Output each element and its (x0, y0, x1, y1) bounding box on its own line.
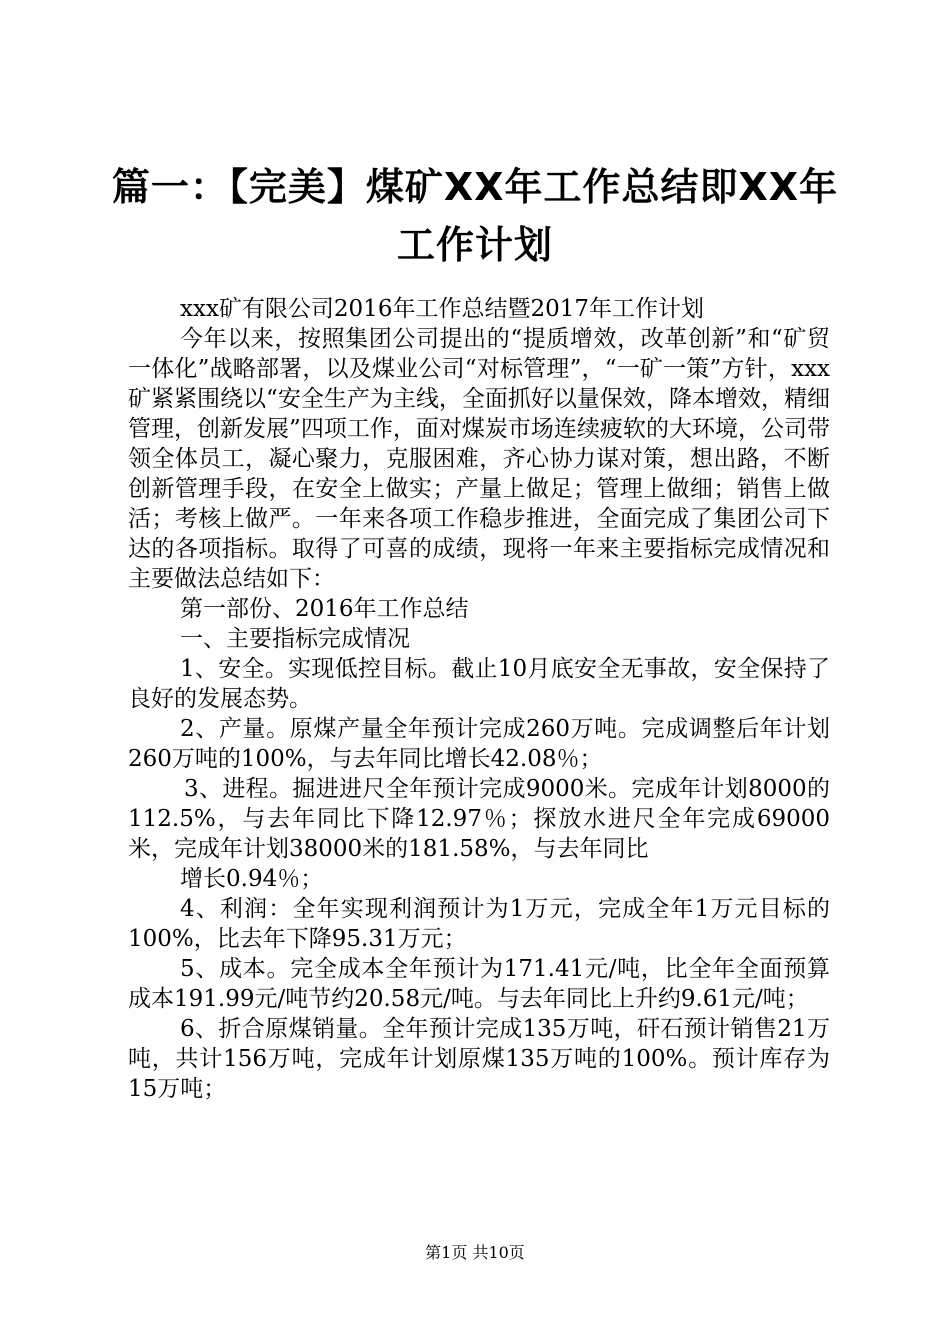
part-one-heading: 第一部份、2016年工作总结 (180, 596, 469, 622)
item-progress-continued: 增长0.94％； (180, 866, 324, 892)
section-heading: 一、主要指标完成情况 (180, 626, 410, 652)
item-cost: 5、成本。完全成本全年预计为171.41元/吨，比全年全面预算成本191.99元/吨节约20.58元/吨。与去年同比上升约9.61元/吨； (128, 956, 830, 1012)
report-heading-line: xxx矿有限公司2016年工作总结暨2017年工作计划 (180, 296, 704, 322)
intro-paragraph: 今年以来，按照集团公司提出的“提质增效，改革创新”和“矿贸一体化”战略部署，以及煤业公司“对标管理”，“一矿一策”方针，xxx矿紧紧围绕以“安全生产为主线，全面抓好以量保效，降本增效，精细管理，创新发展”四项工作，面对煤炭市场连续疲软的大环境，公司带领全体员工，凝心聚力，克服困难，齐心协力谋对策，想出路，不断创新管理手段，在安全上做实；产量上做足；管理上做细；销售上做活；考核上做严。一年来各项工作稳步推进，全面完成了集团公司下达的各项指标。取得了可喜的成绩，现将一年来主要指标完成情况和主要做法总结如下： (128, 326, 830, 592)
document-title: 篇一：【完美】煤矿XX年工作总结即XX年工作计划 (111, 165, 839, 267)
item-sales: 6、折合原煤销量。全年预计完成135万吨，矸石预计销售21万吨，共计156万吨，完成年计划原煤135万吨的100%。预计库存为15万吨； (128, 1016, 830, 1102)
item-progress: 3、进程。掘进进尺全年预计完成9000米。完成年计划8000的112.5%，与去年同比下降12.97％；探放水进尺全年完成69000米，完成年计划38000米的181.58%，与去年同比 (128, 776, 830, 862)
item-output: 2、产量。原煤产量全年预计完成260万吨。完成调整后年计划260万吨的100%，与去年同比增长42.08％； (128, 716, 830, 772)
page-footer: 第1页 共10页 (425, 1243, 525, 1262)
item-profit: 4、利润：全年实现利润预计为1万元，完成全年1万元目标的100%，比去年下降95.31万元； (128, 896, 830, 952)
document-body (128, 294, 830, 1104)
item-safety: 1、安全。实现低控目标。截止10月底安全无事故，安全保持了良好的发展态势。 (128, 656, 830, 712)
